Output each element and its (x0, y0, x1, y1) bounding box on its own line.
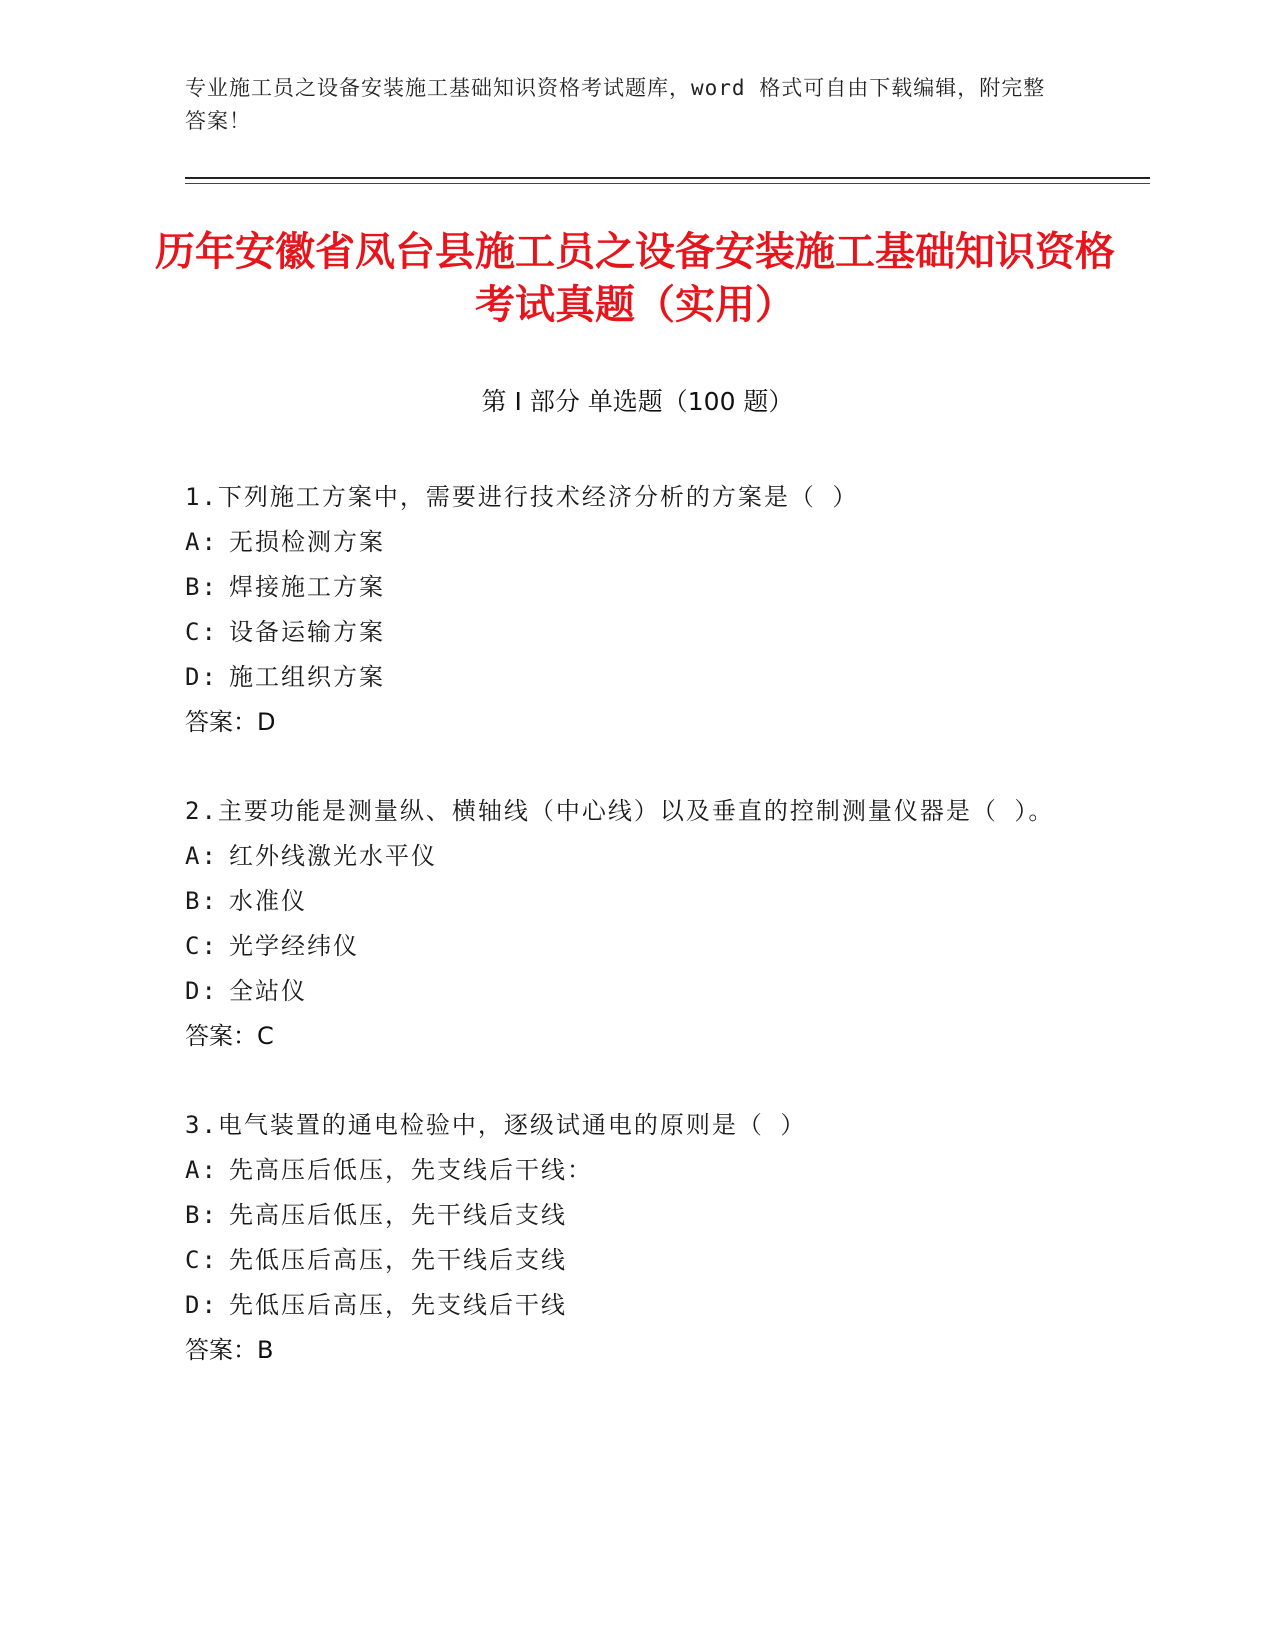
option-d (185, 969, 1065, 1014)
option-letter: B: (185, 573, 218, 601)
option-text: 光学经纬仪 (229, 932, 359, 960)
question-text: 1.下列施工方案中，需要进行技术经济分析的方案是（ ） (185, 483, 859, 511)
question-text: 2.主要功能是测量纵、横轴线（中心线）以及垂直的控制测量仪器是（ ）。 (185, 797, 1055, 825)
question-1 (185, 475, 1065, 745)
option-a (185, 834, 1065, 879)
option-letter: C: (185, 618, 218, 646)
document-title: 历年安徽省凤台县施工员之设备安装施工基础知识资格考试真题（实用） (155, 229, 1115, 328)
option-b (185, 565, 1065, 610)
option-text: 施工组织方案 (229, 663, 385, 691)
header-divider-thin (185, 183, 1150, 184)
question-2 (185, 789, 1065, 1059)
option-text: 先高压后低压，先干线后支线 (229, 1201, 567, 1229)
answer: 答案：C (185, 1022, 274, 1050)
option-text: 红外线激光水平仪 (229, 842, 437, 870)
option-letter: D: (185, 1291, 218, 1319)
option-letter: C: (185, 932, 218, 960)
question-3 (185, 1103, 1065, 1373)
option-text: 先低压后高压，先支线后干线 (229, 1291, 567, 1319)
option-letter: D: (185, 663, 218, 691)
question-list (185, 475, 1065, 1417)
answer: 答案：D (185, 708, 276, 736)
section-title: 第 I 部分 单选题（100 题） (481, 387, 794, 416)
option-letter: A: (185, 528, 218, 556)
option-text: 先低压后高压，先干线后支线 (229, 1246, 567, 1274)
header-note: 专业施工员之设备安装施工基础知识资格考试题库，word 格式可自由下载编辑，附完整答案！ (185, 76, 1046, 133)
header-divider-thick (185, 177, 1150, 179)
option-text: 焊接施工方案 (229, 573, 385, 601)
option-letter: A: (185, 1156, 218, 1184)
option-c (185, 1238, 1065, 1283)
answer: 答案：B (185, 1336, 274, 1364)
option-b (185, 879, 1065, 924)
option-b (185, 1193, 1065, 1238)
option-text: 无损检测方案 (229, 528, 385, 556)
option-letter: A: (185, 842, 218, 870)
option-a (185, 520, 1065, 565)
option-letter: D: (185, 977, 218, 1005)
option-d (185, 1283, 1065, 1328)
question-text: 3.电气装置的通电检验中，逐级试通电的原则是（ ） (185, 1111, 807, 1139)
option-text: 设备运输方案 (229, 618, 385, 646)
option-c (185, 610, 1065, 655)
option-a (185, 1148, 1065, 1193)
option-text: 水准仪 (229, 887, 307, 915)
option-letter: B: (185, 1201, 218, 1229)
option-text: 先高压后低压，先支线后干线： (229, 1156, 593, 1184)
option-text: 全站仪 (229, 977, 307, 1005)
option-letter: C: (185, 1246, 218, 1274)
option-c (185, 924, 1065, 969)
option-d (185, 655, 1065, 700)
option-letter: B: (185, 887, 218, 915)
